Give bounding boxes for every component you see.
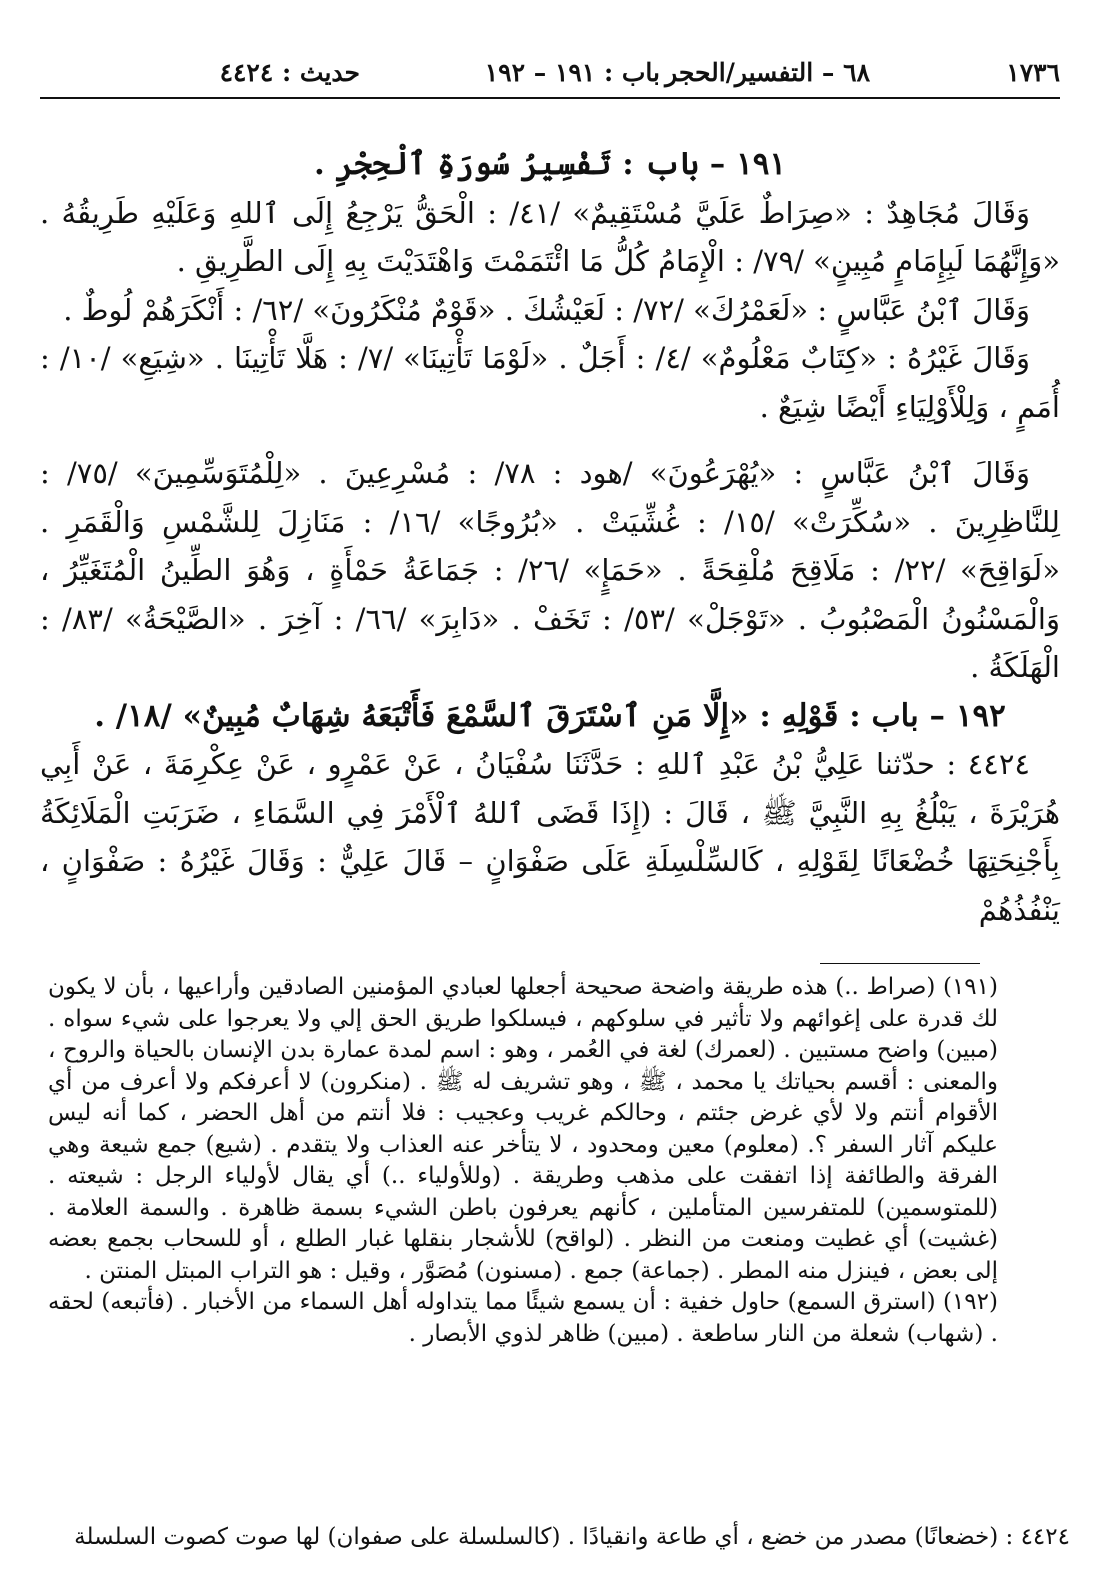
chapter-heading: ٦٨ – التفسير/الحجر: [665, 58, 870, 87]
bab-range: باب : ١٩١ – ١٩٢: [484, 58, 660, 87]
hadith-text: ٤٤٢٤ : حدّثنا عَلِيُّ بْنُ عَبْدِ ٱللهِ : حَدَّثَنَا سُفْيَانُ ، عَنْ عَمْرٍو ، عَنْ عِكْرِمَةَ ، عَنْ أَبِي هُرَيْرَةَ ، يَبْلُغُ بِهِ النَّبِيَّ ﷺ ، قَالَ : (إِذَا قَضَى ٱللهُ ٱلْأَمْرَ فِي السَّمَاءِ ، ضَرَبَتِ الْمَلَائِكَةُ بِأَجْنِحَتِهَا خُضْعَانًا لِقَوْلِهِ ، كَالسِّلْسِلَةِ عَلَى صَفْوَانٍ – قَالَ عَلِيٌّ : وَقَالَ غَيْرُهُ : صَفْوَانٍ ، يَنْفُذُهُمْ: [40, 747, 1060, 927]
main-text: [40, 140, 1060, 934]
hadith-number: حديث : ٤٤٢٤: [219, 58, 360, 87]
footnote-4424: ٤٤٢٤ : (خضعانًا) مصدر من خضع ، أي طاعة وانقيادًا . (كالسلسلة على صفوان) لها صوت كصوت السلسلة: [74, 1524, 1070, 1550]
footnotes: [48, 972, 998, 1350]
chapter-title-192: ١٩٢ – باب : قَوْلِهِ : «إِلَّا مَنِ ٱسْتَرَقَ ٱلسَّمْعَ فَأَتْبَعَهُ شِهَابٌ مُبِينٌ» /١٨/ .: [94, 697, 1006, 734]
paragraph-mujahid: وَقَالَ مُجَاهِدٌ : «صِرَاطٌ عَلَيَّ مُسْتَقِيمٌ» /٤١/ : الْحَقُّ يَرْجِعُ إِلَى ٱللهِ وَعَلَيْهِ طَرِيقُهُ . «وَإِنَّهُمَا لَبِإِمَامٍ مُبِينٍ» /٧٩/ : الْإِمَامُ كُلُّ مَا ائْتَمَمْتَ وَاهْتَدَيْتَ بِهِ إِلَى الطَّرِيقِ .: [40, 195, 1060, 278]
paragraph-others: وَقَالَ غَيْرُهُ : «كِتَابٌ مَعْلُومٌ» /٤/ : أَجَلٌ . «لَوْمَا تَأْتِينَا» /٧/ : هَلَّا تَأْتِينَا . «شِيَعِ» /١٠/ : أُمَمٍ ، وَلِلْأَوْلِيَاءِ أَيْضًا شِيَعٌ .: [40, 341, 1060, 424]
paragraph-ibn-abbas-1: وَقَالَ ٱبْنُ عَبَّاسٍ : «لَعَمْرُكَ» /٧٢/ : لَعَيْشُكَ . «قَوْمٌ مُنْكَرُونَ» /٦٢/ : أَنْكَرَهُمْ لُوطٌ .: [63, 292, 1030, 327]
footnote-191: (١٩١) (صراط ..) هذه طريقة واضحة صحيحة أجعلها لعبادي المؤمنين الصادقين وأراعيها ، بأن لا يكون لك قدرة على إغوائهم ولا تأثير في سلوكهم ، فيسلكوا طريق الحق إلي ولا يعرجوا على شيء سواه . (مبين) واضح مستبين . (لعمرك) لغة في العُمر ، وهو : اسم لمدة عمارة بدن الإنسان بالحياة والروح ، والمعنى : أقسم بحياتك يا محمد ، ﷺ ، وهو تشريف له ﷺ . (منكرون) لا أعرفكم ولا أعرف من أي الأقوام أنتم ولا لأي غرض جئتم ، وحالكم غريب وعجيب : فلا أنتم من أهل الحضر ، كما أنه ليس عليكم آثار السفر ؟. (معلوم) معين ومحدود ، لا يتأخر عنه العذاب ولا يتقدم . (شيع) جمع شيعة وهي الفرقة والطائفة إذا اتفقت على مذهب وطريقة . (وللأولياء ..) أي يقال لأولياء الرجل : شيعته . (للمتوسمين) للمتفرسين المتأملين ، كأنهم يعرفون باطن الشيء بسمة ظاهرة . والسمة العلامة . (غشيت) أي غطيت ومنعت من النظر . (لواقح) للأشجار بنقلها غبار الطلع ، أو للسحاب بجمع بعضه إلى بعض ، فينزل منه المطر . (جماعة) جمع . (مسنون) مُصَوَّر ، وقيل : هو التراب المبتل المنتن .: [48, 974, 998, 1284]
page-header: [40, 48, 1060, 98]
spacer: [40, 431, 1060, 449]
footnote-divider: [820, 963, 980, 964]
paragraph-ibn-abbas-2: وَقَالَ ٱبْنُ عَبَّاسٍ : «يُهْرَعُونَ» /هود : ٧٨/ : مُسْرِعِينَ . «لِلْمُتَوَسِّمِينَ» /٧٥/ : لِلنَّاظِرِينَ . «سُكِّرَتْ» /١٥/ : غُشِّيَتْ . «بُرُوجًا» /١٦/ : مَنَازِلَ لِلشَّمْسِ وَالْقَمَرِ . «لَوَاقِحَ» /٢٢/ : مَلَاقِحَ مُلْقِحَةً . «حَمَإٍ» /٢٦/ : جَمَاعَةُ حَمْأَةٍ ، وَهُوَ الطِّينُ الْمُتَغَيِّرُ ، وَالْمَسْنُونُ الْمَصْبُوبُ . «تَوْجَلْ» /٥٣/ : تَخَفْ . «دَابِرَ» /٦٦/ : آخِرَ . «الصَّيْحَةُ» /٨٣/ : الْهَلَكَةُ .: [40, 456, 1060, 684]
footnote-hadith: [48, 1522, 1070, 1554]
page-number: ١٧٣٦: [1006, 58, 1060, 87]
chapter-title-191: ١٩١ – باب : تَفْسِيرُ سُورَةِ ٱلْحِجْرِ .: [313, 146, 787, 182]
header-divider: [40, 97, 1060, 99]
footnote-192: (١٩٢) (استرق السمع) حاول خفية : أن يسمع شيئًا مما يتداوله أهل السماء من الأخبار . (فأتبعه) لحقه . (شهاب) شعلة من النار ساطعة . (مبين) ظاهر لذوي الأبصار .: [48, 1289, 998, 1347]
